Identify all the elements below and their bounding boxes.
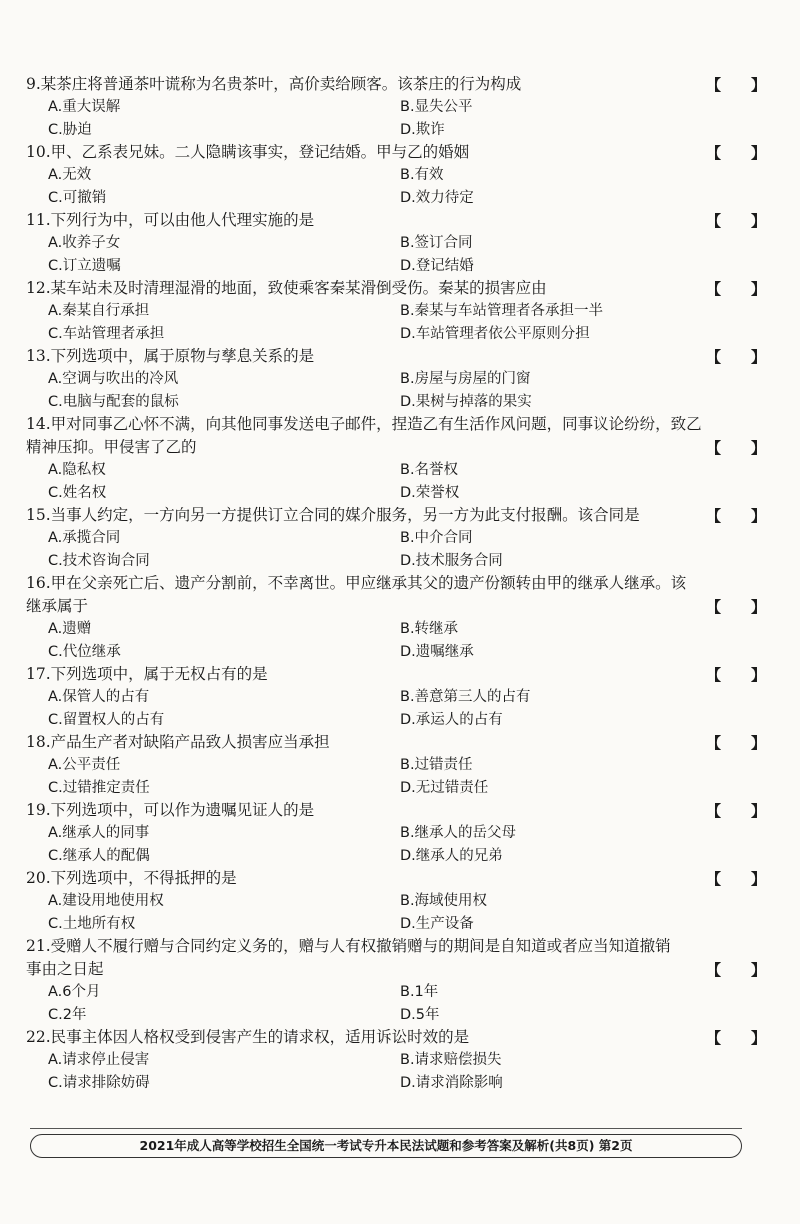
question-stem [26, 799, 766, 822]
question-stem [26, 504, 766, 527]
answer-option: B.继承人的岳父母 [400, 825, 517, 841]
answer-option: A.无效 [48, 167, 92, 183]
bracket-close: 】 [750, 212, 766, 230]
question-item [26, 867, 766, 935]
bracket-open: 【 [705, 348, 751, 366]
question-stem [26, 277, 766, 300]
answer-option: D.技术服务合同 [400, 552, 503, 569]
option-grid [26, 527, 766, 572]
answer-bracket [706, 868, 766, 891]
question-stem [26, 1026, 766, 1049]
answer-option: B.1年 [400, 984, 439, 1000]
answer-option: D.继承人的兄弟 [400, 847, 503, 864]
answer-option: B.善意第三人的占有 [400, 689, 531, 705]
question-item [26, 572, 766, 663]
bracket-close: 】 [750, 1029, 766, 1047]
answer-option: C.胁迫 [48, 121, 92, 138]
question-item [26, 413, 766, 504]
bracket-close: 】 [750, 348, 766, 366]
answer-option: A.秦某自行承担 [48, 303, 150, 319]
bracket-open: 【 [705, 666, 751, 684]
question-item [26, 141, 766, 209]
question-item [26, 731, 766, 799]
bracket-open: 【 [705, 144, 751, 162]
bracket-close: 】 [750, 666, 766, 684]
option-grid [26, 686, 766, 731]
answer-option: A.继承人的同事 [48, 825, 150, 841]
answer-option: A.请求停止侵害 [48, 1052, 150, 1068]
answer-option: B.秦某与车站管理者各承担一半 [400, 303, 604, 319]
question-stem-line: 13.下列选项中，属于原物与孳息关系的是 [26, 347, 315, 365]
question-stem-line: 15.当事人约定，一方向另一方提供订立合同的媒介服务，另一方为此支付报酬。该合同是 [26, 506, 640, 524]
question-stem-line: 10.甲、乙系表兄妹。二人隐瞒该事实，登记结婚。甲与乙的婚姻 [26, 143, 470, 161]
bracket-open: 【 [705, 961, 751, 979]
answer-bracket [706, 800, 766, 823]
answer-option: C.请求排除妨碍 [48, 1074, 150, 1091]
question-stem [26, 731, 766, 754]
answer-option: C.车站管理者承担 [48, 325, 165, 342]
answer-option: B.中介合同 [400, 530, 473, 546]
bracket-open: 【 [705, 802, 751, 820]
answer-option: A.6个月 [48, 984, 101, 1000]
option-grid [26, 459, 766, 504]
bracket-open: 【 [705, 598, 751, 616]
answer-option: D.荣誉权 [400, 484, 460, 501]
answer-option: C.技术咨询合同 [48, 552, 150, 569]
answer-option: D.生产设备 [400, 915, 474, 932]
bracket-close: 】 [750, 961, 766, 979]
answer-option: C.可撤销 [48, 189, 107, 206]
bracket-close: 】 [750, 734, 766, 752]
answer-bracket [706, 596, 766, 619]
footer-rule [30, 1128, 742, 1129]
answer-option: C.留置权人的占有 [48, 711, 165, 728]
option-grid [26, 96, 766, 141]
answer-option: D.5年 [400, 1006, 440, 1023]
answer-option: A.隐私权 [48, 462, 106, 478]
question-stem [26, 345, 766, 368]
answer-option: B.请求赔偿损失 [400, 1052, 502, 1068]
answer-option: D.请求消除影响 [400, 1074, 503, 1091]
answer-option: D.车站管理者依公平原则分担 [400, 325, 590, 342]
answer-option: C.2年 [48, 1006, 87, 1023]
answer-option: C.代位继承 [48, 643, 121, 660]
answer-option: B.房屋与房屋的门窗 [400, 371, 531, 387]
question-item [26, 1026, 766, 1094]
answer-bracket [706, 664, 766, 687]
answer-option: B.有效 [400, 167, 444, 183]
bracket-close: 】 [750, 439, 766, 457]
answer-option: D.登记结婚 [400, 257, 474, 274]
option-grid [26, 981, 766, 1026]
question-item [26, 504, 766, 572]
question-item [26, 663, 766, 731]
bracket-open: 【 [705, 439, 751, 457]
bracket-open: 【 [705, 734, 751, 752]
answer-option: A.保管人的占有 [48, 689, 150, 705]
question-stem-line: 12.某车站未及时清理湿滑的地面，致使乘客秦某滑倒受伤。秦某的损害应由 [26, 279, 547, 297]
answer-option: C.过错推定责任 [48, 779, 150, 796]
option-grid [26, 300, 766, 345]
answer-bracket [706, 959, 766, 982]
question-stem [26, 73, 766, 96]
question-item [26, 799, 766, 867]
option-grid [26, 1049, 766, 1094]
answer-option: C.继承人的配偶 [48, 847, 150, 864]
question-stem-line: 22.民事主体因人格权受到侵害产生的请求权，适用诉讼时效的是 [26, 1028, 470, 1046]
answer-option: A.承揽合同 [48, 530, 121, 546]
question-item [26, 73, 766, 141]
question-stem-line: 21.受赠人不履行赠与合同约定义务的，赠与人有权撤销赠与的期间是自知道或者应当知道撤销 [26, 937, 671, 955]
question-item [26, 209, 766, 277]
option-grid [26, 754, 766, 799]
answer-bracket [706, 437, 766, 460]
answer-option: D.无过错责任 [400, 779, 489, 796]
option-grid [26, 890, 766, 935]
page-footer: 2021年成人高等学校招生全国统一考试专升本民法试题和参考答案及解析(共8页) 第2页 [30, 1134, 742, 1158]
option-grid [26, 232, 766, 277]
question-item [26, 935, 766, 1026]
question-stem-line: 14.甲对同事乙心怀不满，向其他同事发送电子邮件，捏造乙有生活作风问题，同事议论纷纷，致乙 [26, 415, 702, 433]
bracket-close: 】 [750, 870, 766, 888]
bracket-close: 】 [750, 280, 766, 298]
answer-option: C.土地所有权 [48, 915, 136, 932]
question-stem-line: 19.下列选项中，可以作为遗嘱见证人的是 [26, 801, 315, 819]
question-stem-line: 16.甲在父亲死亡后、遗产分割前，不幸离世。甲应继承其父的遗产份额转由甲的继承人继承。该 [26, 574, 687, 592]
option-grid [26, 822, 766, 867]
answer-option: D.果树与掉落的果实 [400, 393, 532, 410]
option-grid [26, 164, 766, 209]
answer-option: A.收养子女 [48, 235, 121, 251]
bracket-open: 【 [705, 280, 751, 298]
bracket-open: 【 [705, 212, 751, 230]
question-stem [26, 867, 766, 890]
question-list [26, 73, 766, 1094]
question-stem-line: 9.某茶庄将普通茶叶谎称为名贵茶叶，高价卖给顾客。该茶庄的行为构成 [26, 75, 522, 93]
bracket-open: 【 [705, 507, 751, 525]
answer-option: B.转继承 [400, 621, 459, 637]
answer-option: D.承运人的占有 [400, 711, 503, 728]
answer-option: A.重大误解 [48, 99, 121, 115]
question-stem [26, 141, 766, 164]
question-stem-line: 17.下列选项中，属于无权占有的是 [26, 665, 268, 683]
bracket-open: 【 [705, 870, 751, 888]
bracket-close: 】 [750, 76, 766, 94]
answer-bracket [706, 732, 766, 755]
question-stem-line: 事由之日起 [26, 960, 104, 978]
bracket-close: 】 [750, 598, 766, 616]
answer-option: A.建设用地使用权 [48, 893, 164, 909]
question-stem-line: 继承属于 [26, 597, 89, 615]
question-stem [26, 663, 766, 686]
question-stem [26, 209, 766, 232]
answer-option: A.公平责任 [48, 757, 121, 773]
question-item [26, 345, 766, 413]
answer-option: B.签订合同 [400, 235, 473, 251]
answer-bracket [706, 142, 766, 165]
answer-option: A.遗赠 [48, 621, 92, 637]
answer-option: A.空调与吹出的冷风 [48, 371, 179, 387]
answer-option: C.订立遗嘱 [48, 257, 121, 274]
answer-option: B.显失公平 [400, 99, 473, 115]
question-item [26, 277, 766, 345]
answer-bracket [706, 210, 766, 233]
question-stem-line: 18.产品生产者对缺陷产品致人损害应当承担 [26, 733, 330, 751]
answer-option: C.电脑与配套的鼠标 [48, 393, 179, 410]
option-grid [26, 368, 766, 413]
answer-option: B.过错责任 [400, 757, 473, 773]
answer-bracket [706, 1027, 766, 1050]
question-stem [26, 572, 766, 618]
answer-option: D.欺诈 [400, 121, 445, 138]
question-stem [26, 935, 766, 981]
answer-option: C.姓名权 [48, 484, 107, 501]
bracket-open: 【 [705, 1029, 751, 1047]
answer-bracket [706, 74, 766, 97]
bracket-close: 】 [750, 802, 766, 820]
option-grid [26, 618, 766, 663]
answer-option: B.海域使用权 [400, 893, 488, 909]
answer-bracket [706, 278, 766, 301]
answer-bracket [706, 505, 766, 528]
question-stem-line: 精神压抑。甲侵害了乙的 [26, 438, 197, 456]
bracket-close: 】 [750, 507, 766, 525]
answer-option: D.效力待定 [400, 189, 474, 206]
question-stem-line: 20.下列选项中，不得抵押的是 [26, 869, 237, 887]
answer-bracket [706, 346, 766, 369]
bracket-close: 】 [750, 144, 766, 162]
question-stem-line: 11.下列行为中，可以由他人代理实施的是 [26, 211, 315, 229]
bracket-open: 【 [705, 76, 751, 94]
question-stem [26, 413, 766, 459]
answer-option: D.遗嘱继承 [400, 643, 474, 660]
answer-option: B.名誉权 [400, 462, 459, 478]
